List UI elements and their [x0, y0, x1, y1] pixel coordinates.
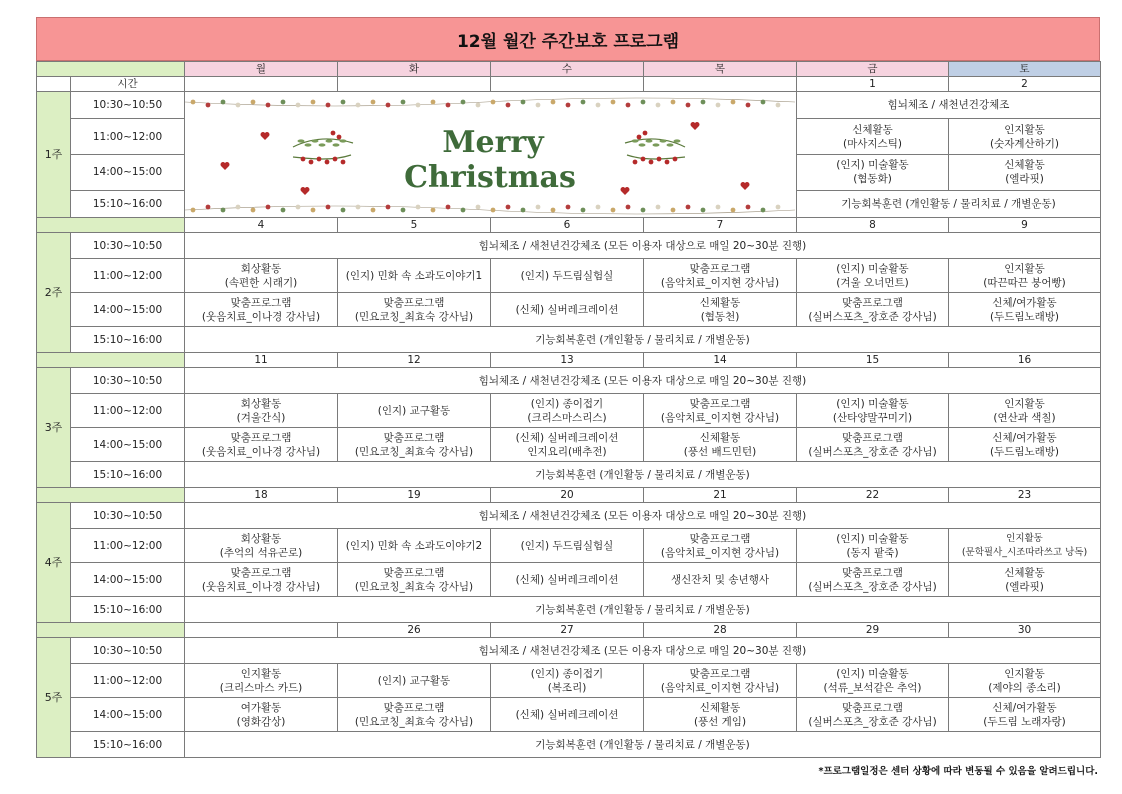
light-bulb	[641, 100, 646, 105]
time-slot: 15:10~16:00	[71, 597, 185, 623]
week-label: 3주	[37, 368, 71, 488]
time-slot: 10:30~10:50	[71, 233, 185, 259]
light-bulb	[761, 100, 766, 105]
time-row	[37, 698, 1101, 732]
date-cell	[185, 77, 338, 92]
activity-cell: 신체활동 (엘라핏)	[949, 154, 1101, 190]
activity-cell: 맞춤프로그램 (음악치료_이지현 강사님)	[644, 529, 797, 563]
activity-cell: 맞춤프로그램 (민요코칭_최효숙 강사님)	[338, 293, 491, 327]
date-cell: 25	[185, 623, 338, 638]
light-bulb	[671, 208, 676, 213]
light-bulb	[656, 103, 661, 108]
light-bulb	[596, 205, 601, 210]
banner-text-christmas: Christmas	[404, 160, 576, 195]
activity-cell: (인지) 교구활동	[338, 664, 491, 698]
light-bulb	[401, 208, 406, 213]
light-bulb	[371, 100, 376, 105]
time-slot: 11:00~12:00	[71, 259, 185, 293]
date-row	[37, 623, 1101, 638]
date-cell: 18	[185, 488, 338, 503]
date-row	[37, 353, 1101, 368]
merry-christmas-banner	[185, 92, 795, 217]
time-row	[37, 529, 1101, 563]
light-bulb	[191, 208, 196, 213]
date-cell: 4	[185, 218, 338, 233]
time-slot: 10:30~10:50	[71, 92, 185, 119]
activity-cell: 여가활동 (영화감상)	[185, 698, 338, 732]
day-header: 금	[797, 62, 949, 77]
light-bulb	[731, 208, 736, 213]
activity-cell: 맞춤프로그램 (웃음치료_이나경 강사님)	[185, 428, 338, 462]
light-bulb	[701, 100, 706, 105]
activity-cell: 맞춤프로그램 (실버스포츠_장호준 강사님)	[797, 698, 949, 732]
activity-cell: 기능회복훈련 (개인활동 / 물리치료 / 개별운동)	[185, 462, 1101, 488]
light-bulb	[596, 103, 601, 108]
light-bulb	[491, 208, 496, 213]
date-cell: 15	[797, 353, 949, 368]
activity-cell: 힘뇌체조 / 새천년건강체조 (모든 이용자 대상으로 매일 20~30분 진행)	[185, 638, 1101, 664]
light-bulb	[266, 205, 271, 210]
activity-cell: (인지) 종이접기 (복조리)	[491, 664, 644, 698]
activity-cell: (인지) 두드림실험실	[491, 529, 644, 563]
light-bulb	[401, 100, 406, 105]
light-bulb	[326, 103, 331, 108]
light-bulb	[626, 205, 631, 210]
time-slot: 15:10~16:00	[71, 732, 185, 758]
light-bulb	[491, 100, 496, 105]
light-bulb	[206, 103, 211, 108]
light-bulb	[656, 205, 661, 210]
date-cell: 9	[949, 218, 1101, 233]
week-label: 2주	[37, 233, 71, 353]
time-slot: 15:10~16:00	[71, 462, 185, 488]
time-slot: 14:00~15:00	[71, 293, 185, 327]
week-label: 4주	[37, 503, 71, 623]
time-row	[37, 664, 1101, 698]
page-title: 12월 월간 주간보호 프로그램	[36, 17, 1100, 61]
activity-cell: 맞춤프로그램 (실버스포츠_장호준 강사님)	[797, 428, 949, 462]
activity-cell: 신체/여가활동 (두드림노래방)	[949, 428, 1101, 462]
activity-cell: 인지활동 (크리스마스 카드)	[185, 664, 338, 698]
date-cell: 19	[338, 488, 491, 503]
light-bulb	[731, 100, 736, 105]
time-slot: 10:30~10:50	[71, 638, 185, 664]
date-cell: 1	[797, 77, 949, 92]
time-slot: 14:00~15:00	[71, 154, 185, 190]
activity-cell: (인지) 미술활동 (동지 팥죽)	[797, 529, 949, 563]
activity-cell: 신체활동 (엘라핏)	[949, 563, 1101, 597]
activity-cell: 힘뇌체조 / 새천년건강체조 (모든 이용자 대상으로 매일 20~30분 진행)	[185, 503, 1101, 529]
date-cell: 27	[491, 623, 644, 638]
date-cell: 23	[949, 488, 1101, 503]
activity-cell: (인지) 민화 속 소과도이야기1	[338, 259, 491, 293]
christmas-banner	[185, 92, 797, 218]
light-bulb	[296, 205, 301, 210]
light-bulb	[701, 208, 706, 213]
light-bulb	[611, 208, 616, 213]
date-cell	[338, 77, 491, 92]
light-bulb	[641, 208, 646, 213]
day-header: 화	[338, 62, 491, 77]
activity-cell: (인지) 미술활동 (석류_보석같은 추억)	[797, 664, 949, 698]
activity-cell: (신체) 실버레크레이션 인지요리(배추전)	[491, 428, 644, 462]
activity-cell: 신체활동 (마사지스틱)	[797, 119, 949, 155]
light-bulb	[461, 208, 466, 213]
date-cell: 7	[644, 218, 797, 233]
light-bulb	[686, 103, 691, 108]
activity-cell: 맞춤프로그램 (실버스포츠_장호준 강사님)	[797, 293, 949, 327]
schedule-table	[36, 61, 1101, 758]
light-bulb	[206, 205, 211, 210]
activity-cell: (신체) 실버레크레이션	[491, 698, 644, 732]
activity-cell: (인지) 미술활동 (겨울 오너먼트)	[797, 259, 949, 293]
activity-cell: 기능회복훈련 (개인활동 / 물리치료 / 개별운동)	[185, 597, 1101, 623]
activity-cell: 맞춤프로그램 (웃음치료_이나경 강사님)	[185, 563, 338, 597]
time-slot: 11:00~12:00	[71, 394, 185, 428]
date-cell: 13	[491, 353, 644, 368]
activity-cell: 맞춤프로그램 (음악치료_이지현 강사님)	[644, 664, 797, 698]
light-bulb	[536, 103, 541, 108]
light-bulb	[776, 103, 781, 108]
date-cell: 5	[338, 218, 491, 233]
light-bulb	[506, 205, 511, 210]
date-cell: 28	[644, 623, 797, 638]
activity-cell: 신체활동 (협동천)	[644, 293, 797, 327]
light-bulb	[746, 205, 751, 210]
light-bulb	[446, 205, 451, 210]
light-bulb	[506, 103, 511, 108]
activity-cell: (신체) 실버레크레이션	[491, 293, 644, 327]
light-bulb	[236, 103, 241, 108]
activity-cell: 인지활동 (연산과 색칠)	[949, 394, 1101, 428]
week-label: 1주	[37, 92, 71, 218]
light-bulb	[341, 208, 346, 213]
time-label: 시간	[71, 77, 185, 92]
light-bulb	[236, 205, 241, 210]
day-header: 목	[644, 62, 797, 77]
footnote: *프로그램일정은 센터 상황에 따라 변동될 수 있음을 알려드립니다.	[818, 766, 1098, 777]
time-slot: 14:00~15:00	[71, 428, 185, 462]
activity-cell: 맞춤프로그램 (음악치료_이지현 강사님)	[644, 394, 797, 428]
light-bulb	[386, 205, 391, 210]
activity-cell: (인지) 두드림실험실	[491, 259, 644, 293]
activity-cell: 신체/여가활동 (두드림 노래자랑)	[949, 698, 1101, 732]
light-bulb	[521, 208, 526, 213]
light-bulb	[191, 100, 196, 105]
activity-cell: 기능회복훈련 (개인활동 / 물리치료 / 개별운동)	[185, 732, 1101, 758]
date-cell: 11	[185, 353, 338, 368]
light-bulb	[686, 205, 691, 210]
light-bulb	[536, 205, 541, 210]
light-bulb	[671, 100, 676, 105]
time-row	[37, 233, 1101, 259]
activity-cell: 맞춤프로그램 (웃음치료_이나경 강사님)	[185, 293, 338, 327]
week-label: 5주	[37, 638, 71, 758]
date-row-label	[37, 623, 185, 638]
light-bulb	[566, 205, 571, 210]
light-bulb	[431, 208, 436, 213]
time-row	[37, 293, 1101, 327]
time-row	[37, 327, 1101, 353]
date-row-label	[37, 77, 71, 92]
activity-cell: (인지) 민화 속 소과도이야기2	[338, 529, 491, 563]
activity-cell: 맞춤프로그램 (실버스포츠_장호준 강사님)	[797, 563, 949, 597]
light-bulb	[251, 208, 256, 213]
light-bulb	[476, 103, 481, 108]
date-row	[37, 488, 1101, 503]
time-slot: 10:30~10:50	[71, 503, 185, 529]
time-slot: 10:30~10:50	[71, 368, 185, 394]
date-cell: 21	[644, 488, 797, 503]
date-cell: 16	[949, 353, 1101, 368]
time-row	[37, 563, 1101, 597]
light-bulb	[221, 208, 226, 213]
activity-cell: 회상활동 (겨울간식)	[185, 394, 338, 428]
activity-cell: 회상활동 (추억의 석유곤로)	[185, 529, 338, 563]
light-bulb	[221, 100, 226, 105]
light-bulb	[476, 205, 481, 210]
activity-cell: (인지) 교구활동	[338, 394, 491, 428]
time-row	[37, 92, 1101, 119]
light-bulb	[716, 205, 721, 210]
time-slot: 11:00~12:00	[71, 664, 185, 698]
light-bulb	[341, 100, 346, 105]
time-slot: 14:00~15:00	[71, 563, 185, 597]
light-bulb	[281, 208, 286, 213]
activity-cell: 회상활동 (속편한 시래기)	[185, 259, 338, 293]
activity-cell: (신체) 실버레크레이션	[491, 563, 644, 597]
time-slot: 15:10~16:00	[71, 190, 185, 217]
activity-cell: 인지활동 (문학필사_시조따라쓰고 낭독)	[949, 529, 1101, 563]
date-cell	[644, 77, 797, 92]
activity-cell: 인지활동 (제야의 종소리)	[949, 664, 1101, 698]
light-bulb	[326, 205, 331, 210]
date-row-label	[37, 218, 185, 233]
day-header: 토	[949, 62, 1101, 77]
activity-cell: 인지활동 (숫자계산하기)	[949, 119, 1101, 155]
light-bulb	[551, 100, 556, 105]
light-bulb	[776, 205, 781, 210]
date-cell: 29	[797, 623, 949, 638]
activity-cell: 생신잔치 및 송년행사	[644, 563, 797, 597]
date-cell: 20	[491, 488, 644, 503]
activity-cell: (인지) 미술활동 (협동화)	[797, 154, 949, 190]
activity-cell: 신체/여가활동 (두드림노래방)	[949, 293, 1101, 327]
light-bulb	[266, 103, 271, 108]
time-slot: 14:00~15:00	[71, 698, 185, 732]
light-bulb	[356, 205, 361, 210]
light-bulb	[746, 103, 751, 108]
date-row	[37, 77, 1101, 92]
date-cell: 8	[797, 218, 949, 233]
date-cell: 12	[338, 353, 491, 368]
day-header: 수	[491, 62, 644, 77]
time-row	[37, 597, 1101, 623]
date-cell	[491, 77, 644, 92]
time-row	[37, 638, 1101, 664]
time-row	[37, 732, 1101, 758]
activity-cell: 기능회복훈련 (개인활동 / 물리치료 / 개별운동)	[185, 327, 1101, 353]
banner-text-merry: Merry	[442, 125, 544, 160]
day-header: 월	[185, 62, 338, 77]
date-cell: 30	[949, 623, 1101, 638]
date-row	[37, 218, 1101, 233]
light-bulb	[311, 208, 316, 213]
light-bulb	[416, 205, 421, 210]
light-bulb	[356, 103, 361, 108]
date-cell: 22	[797, 488, 949, 503]
light-bulb	[311, 100, 316, 105]
date-cell: 2	[949, 77, 1101, 92]
activity-cell: 맞춤프로그램 (민요코칭_최효숙 강사님)	[338, 428, 491, 462]
light-bulb	[371, 208, 376, 213]
date-row-label	[37, 488, 185, 503]
light-bulb	[611, 100, 616, 105]
activity-cell: 신체활동 (풍선 게임)	[644, 698, 797, 732]
activity-cell: (인지) 종이접기 (크리스마스리스)	[491, 394, 644, 428]
light-bulb	[431, 100, 436, 105]
header-corner	[37, 62, 185, 77]
activity-cell: 힘뇌체조 / 새천년건강체조 (모든 이용자 대상으로 매일 20~30분 진행)	[185, 233, 1101, 259]
light-bulb	[581, 208, 586, 213]
light-bulb	[251, 100, 256, 105]
light-bulb	[761, 208, 766, 213]
activity-cell: 인지활동 (따끈따끈 붕어빵)	[949, 259, 1101, 293]
light-bulb	[461, 100, 466, 105]
activity-cell: 신체활동 (풍선 배드민턴)	[644, 428, 797, 462]
time-row	[37, 259, 1101, 293]
date-cell: 6	[491, 218, 644, 233]
light-bulb	[716, 103, 721, 108]
time-slot: 15:10~16:00	[71, 327, 185, 353]
time-slot: 11:00~12:00	[71, 119, 185, 155]
time-row	[37, 462, 1101, 488]
light-bulb	[416, 103, 421, 108]
time-row	[37, 368, 1101, 394]
light-bulb	[581, 100, 586, 105]
light-bulb	[521, 100, 526, 105]
activity-cell: 힘뇌체조 / 새천년건강체조	[797, 92, 1101, 119]
time-row	[37, 428, 1101, 462]
date-cell: 14	[644, 353, 797, 368]
light-bulb	[281, 100, 286, 105]
time-slot: 11:00~12:00	[71, 529, 185, 563]
day-header-row	[37, 62, 1101, 77]
light-bulb	[296, 103, 301, 108]
light-bulb	[626, 103, 631, 108]
time-row	[37, 394, 1101, 428]
activity-cell: 기능회복훈련 (개인활동 / 물리치료 / 개별운동)	[797, 190, 1101, 217]
activity-cell: 힘뇌체조 / 새천년건강체조 (모든 이용자 대상으로 매일 20~30분 진행)	[185, 368, 1101, 394]
activity-cell: 맞춤프로그램 (음악치료_이지현 강사님)	[644, 259, 797, 293]
activity-cell: 맞춤프로그램 (민요코칭_최효숙 강사님)	[338, 698, 491, 732]
light-bulb	[551, 208, 556, 213]
light-bulb	[566, 103, 571, 108]
light-bulb	[386, 103, 391, 108]
date-cell: 26	[338, 623, 491, 638]
activity-cell: (인지) 미술활동 (산타양말꾸미기)	[797, 394, 949, 428]
light-bulb	[446, 103, 451, 108]
activity-cell: 맞춤프로그램 (민요코칭_최효숙 강사님)	[338, 563, 491, 597]
time-row	[37, 503, 1101, 529]
date-row-label	[37, 353, 185, 368]
